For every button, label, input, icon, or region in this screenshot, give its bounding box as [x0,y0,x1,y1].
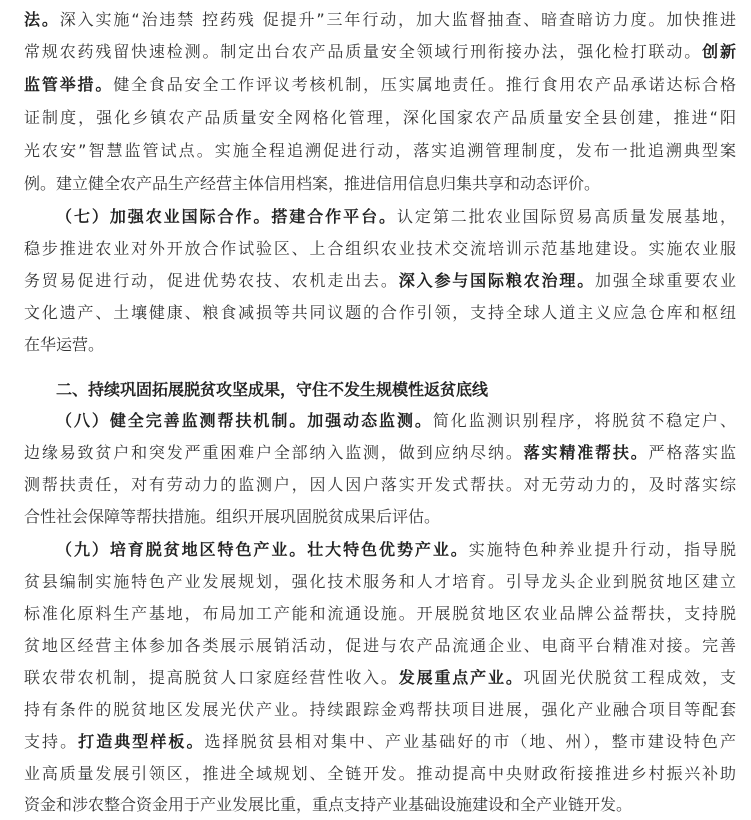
text-run: 例。建立健全农产品生产经营主体信用档案，推进信用信息归集共享和动态评价。 [24,174,601,193]
text-run: 认定第二批农业国际贸易高质量发展基地， [396,207,736,226]
bold-phrase: （八）健全完善监测帮扶机制。加强动态监测。 [56,411,433,430]
bold-phrase: 法。 [24,10,60,29]
text-run: 边缘易致贫户和突发严重困难户全部纳入监测，做到应纳尽纳。 [24,443,524,462]
text-run: 稳步推进农业对外开放合作试验区、上合组织农业技术交流培训示范基地建设。实施农业服 [24,239,736,258]
text-run: 常规农药残留快速检测。制定出台农产品质量安全领域行刑衔接办法，强化检打联动。 [24,42,703,61]
text-run: 持有条件的脱贫地区发展光伏产业。持续跟踪金鸡帮扶项目进展，强化产业融合项目等配套 [24,700,736,719]
paragraph-line [24,537,736,563]
bold-phrase: 发展重点产业。 [398,668,524,687]
paragraph-line [24,761,736,787]
paragraph-line [24,569,736,595]
paragraph-line [24,408,736,434]
text-run: 巩固光伏脱贫工程成效，支 [523,668,736,687]
paragraph-line [24,472,736,498]
text-run: 健全食品安全工作评议考核机制，压实属地责任。推行食用农产品承诺达标合格 [113,75,736,94]
text-run: 严格落实监 [648,443,736,462]
paragraph-line [24,792,736,818]
text-run: 贫县编制实施特色产业发展规划，强化技术服务和人才培育。引导龙头企业到脱贫地区建立 [24,572,736,591]
text-run: 业高质量发展引领区，推进全域规划、全链开发。推动提高中央财政衔接推进乡村振兴补助 [24,764,736,783]
paragraph-line [24,665,736,691]
paragraph-line [24,236,736,262]
paragraph-line [24,204,736,230]
paragraph-line [24,7,736,33]
section-heading [24,377,736,403]
text-run: 联农带农机制，提高脱贫人口家庭经营性收入。 [24,668,399,687]
paragraph-line [24,504,736,530]
text-run: 测帮扶责任，对有劳动力的监测户，因人因户落实开发式帮扶。对无劳动力的，及时落实综 [24,475,736,494]
bold-phrase: 创新 [702,42,736,61]
text-run: 加强全球重要农业 [595,271,736,290]
text-run: 在华运营。 [24,335,105,354]
text-run: 资金和涉农整合资金用于产业发展比重，重点支持产业基础设施建设和全产业链开发。 [24,795,633,814]
bold-phrase: 深入参与国际粮农治理。 [398,271,596,290]
text-run: 务贸易促进行动，促进优势农技、农机走出去。 [24,271,399,290]
bold-phrase: 二、持续巩固拓展脱贫攻坚成果，守住不发生规模性返贫底线 [56,380,489,399]
text-run: 实施特色种养业提升行动，指导脱 [468,540,736,559]
text-run: 支持。 [24,732,79,751]
paragraph-line [24,268,736,294]
text-run: 标准化原料生产基地，布局加工产能和流通设施。开展脱贫地区农业品牌公益帮扶，支持脱 [24,604,736,623]
paragraph-line [24,332,736,358]
text-run: 选择脱贫县相对集中、产业基础好的市（地、州），整市建设特色产 [204,732,736,751]
paragraph-line [24,138,736,164]
bold-phrase: （七）加强农业国际合作。搭建合作平台。 [56,207,397,226]
text-run: 深入实施“治违禁 控药残 促提升”三年行动，加大监督抽查、暗查暗访力度。加快推进 [59,10,736,29]
bold-phrase: （九）培育脱贫地区特色产业。壮大特色优势产业。 [56,540,469,559]
paragraph-line [24,300,736,326]
paragraph-line [24,729,736,755]
text-run: 证制度，强化乡镇农产品质量安全网格化管理，深化国家农产品质量安全县创建，推进“阳 [24,108,736,127]
paragraph-line [24,697,736,723]
paragraph-line [24,105,736,131]
paragraph-line [24,72,736,98]
bold-phrase: 落实精准帮扶。 [523,443,649,462]
paragraph-line [24,633,736,659]
bold-phrase: 打造典型样板。 [78,732,205,751]
text-run: 文化遗产、土壤健康、粮食减损等共同议题的合作引领，支持全球人道主义应急仓库和枢纽 [24,303,736,322]
paragraph-line [24,39,736,65]
text-run: 贫地区经营主体参加各类展示展销活动，促进与农产品流通企业、电商平台精准对接。完善 [24,636,736,655]
text-run: 合性社会保障等帮扶措施。组织开展巩固脱贫成果后评估。 [24,507,441,526]
text-run: 光农安”智慧监管试点。实施全程追溯促进行动，落实追溯管理制度，发布一批追溯典型案 [24,141,736,160]
text-run: 简化监测识别程序，将脱贫不稳定户、 [432,411,736,430]
paragraph-line [24,440,736,466]
bold-phrase: 监管举措。 [24,75,114,94]
paragraph-line [24,601,736,627]
paragraph-line [24,171,736,197]
